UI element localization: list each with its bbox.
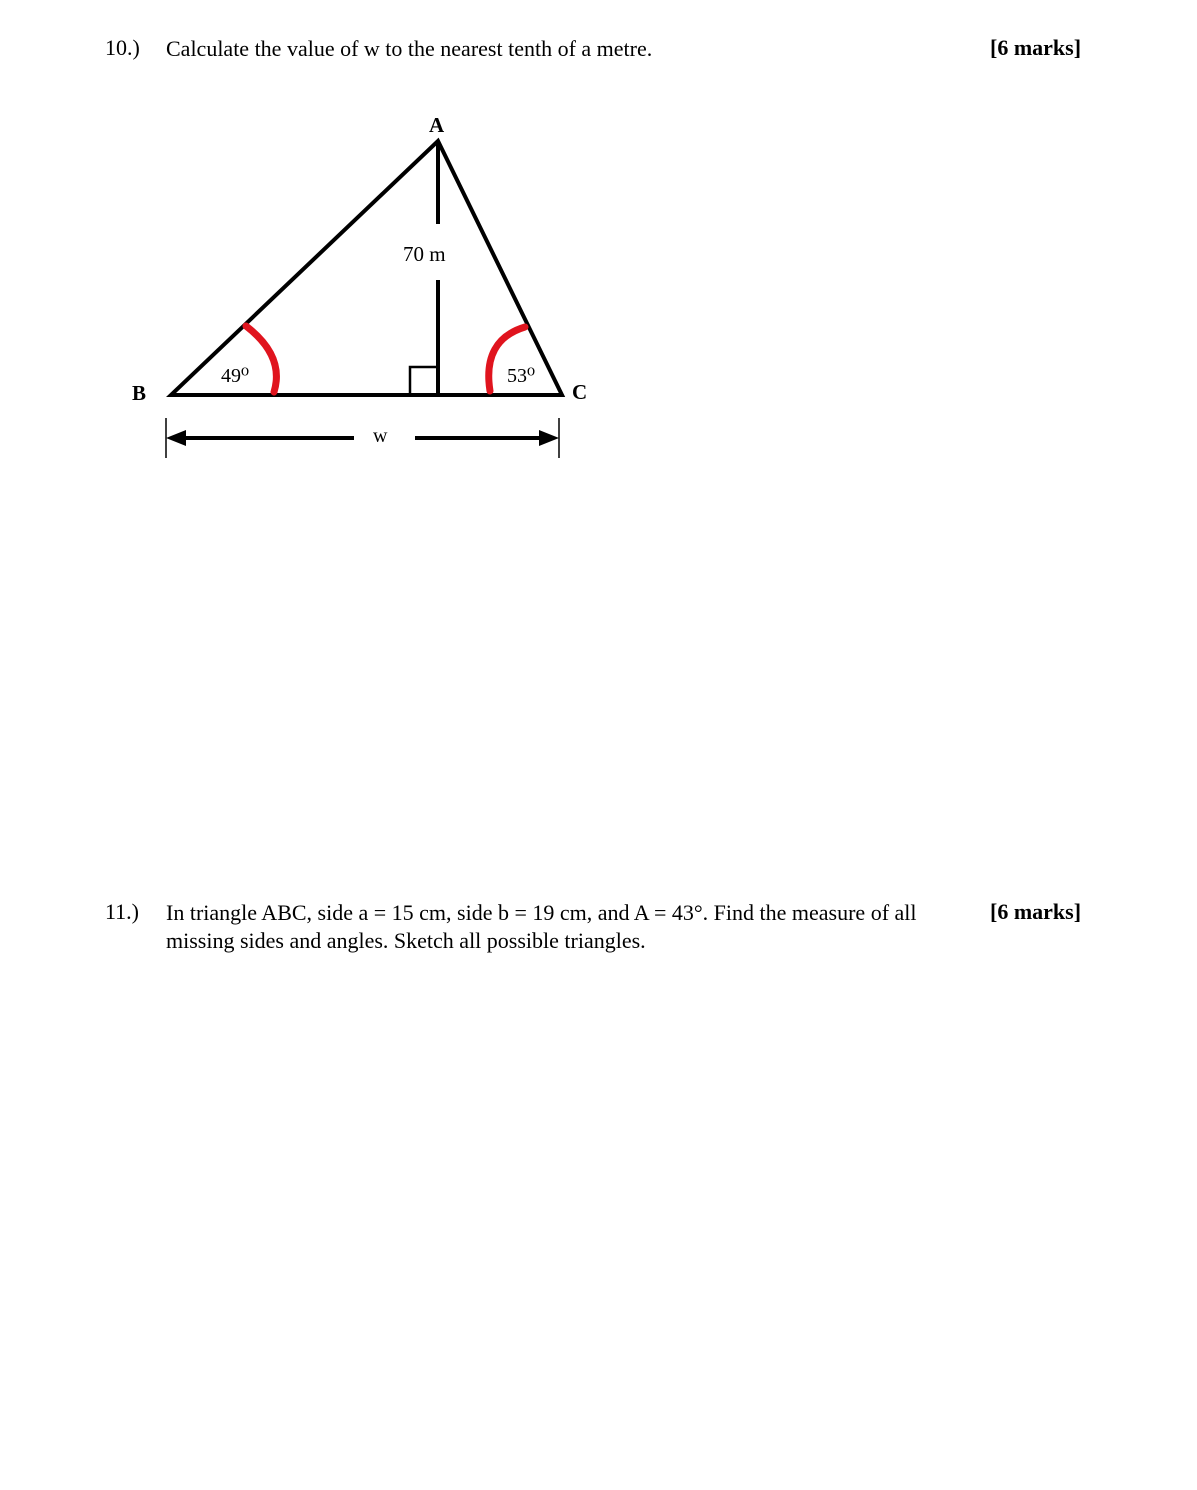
vertex-c-label: C xyxy=(572,380,588,404)
base-label: w xyxy=(373,425,388,447)
dimension-arrowhead-right xyxy=(539,430,559,446)
question-10-marks: [6 marks] xyxy=(990,35,1082,60)
vertex-a-label: A xyxy=(429,113,445,137)
question-11-number: 11.) xyxy=(105,899,140,924)
right-angle-marker xyxy=(410,367,438,395)
vertex-b-label: B xyxy=(132,381,147,405)
question-10-text: Calculate the value of w to the nearest tenth of a metre. xyxy=(166,36,653,61)
dimension-arrowhead-left xyxy=(166,430,186,446)
height-label: 70 m xyxy=(403,242,446,266)
question-11-marks: [6 marks] xyxy=(990,899,1082,924)
question-10-number: 10.) xyxy=(105,35,140,60)
angle-c-label: 53⁰ xyxy=(507,365,536,387)
question-11-text: In triangle ABC, side a = 15 cm, side b = 19 cm, and A = 43°. Find the measure of all missing sides and angles. Sketch all possible triangles. xyxy=(166,900,917,953)
triangle-abc xyxy=(171,141,562,395)
angle-b-arc xyxy=(246,326,276,392)
angle-b-label: 49⁰ xyxy=(221,365,250,387)
